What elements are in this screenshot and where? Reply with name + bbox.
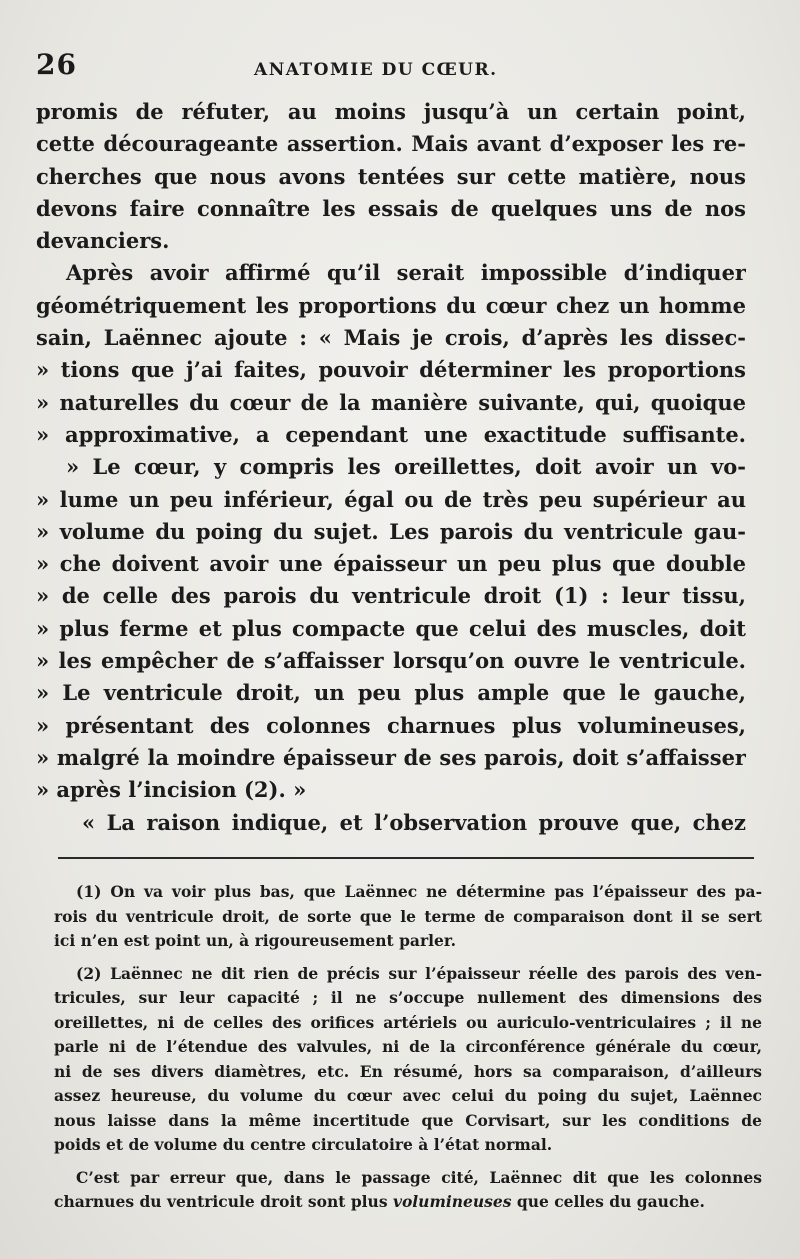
footnote-line: tricules, sur leur capacité ; il ne s’occupe nullement des dimensions des [54,988,762,1007]
page-number: 26 [36,48,77,81]
body-text [36,96,746,839]
text-line: » Le cœur, y compris les oreillettes, doit avoir un vo- [66,454,746,480]
text-line: devons faire connaître les essais de quelques uns de nos [36,195,746,221]
text-line: » après l’incision (2). » [36,777,307,803]
text-line: promis de réfuter, au moins jusqu’à un certain point, [36,99,746,124]
footnote-text: que celles du gauche. [511,1192,705,1211]
text-line: » volume du poing du sujet. Les parois du ventricule gau- [36,518,746,544]
page-header [36,48,760,88]
running-head: ANATOMIE DU CŒUR. [254,60,498,80]
footnote-line: assez heureuse, du volume du cœur avec celui du poing du sujet, Laënnec [54,1086,762,1105]
text-line: » che doivent avoir une épaisseur un peu plus que double [36,551,746,577]
footnote-line: (1) On va voir plus bas, que Laënnec ne détermine pas l’épaisseur des pa- [76,882,762,901]
text-line: cette décourageante assertion. Mais avant d’exposer les re- [36,131,746,157]
footnote-line: oreillettes, ni de celles des orifices artériels ou auriculo-ventriculaires ; il ne [54,1012,762,1032]
footnote-rule [58,857,754,859]
text-line: » Le ventricule droit, un peu plus ample que le gauche, [36,680,746,706]
text-line: cherches que nous avons tentées sur cette matière, nous [36,163,746,189]
text-line: » lume un peu inférieur, égal ou de très peu supérieur au [36,486,746,512]
footnote-line: C’est par erreur que, dans le passage cité, Laënnec dit que les colonnes [76,1167,762,1187]
text-line: devanciers. [36,228,170,254]
text-line: » les empêcher de s’affaisser lorsqu’on ouvre le ventricule. [36,648,746,674]
text-line: » approximative, a cependant une exactitude suffisante. [36,421,746,447]
text-line: » présentant des colonnes charnues plus volumineuses, [36,712,746,738]
footnote-text: charnues du ventricule droit sont plus [54,1192,393,1211]
text-line: » tions que j’ai faites, pouvoir déterminer les proportions [36,357,746,383]
footnote-line: nous laisse dans la même incertitude que Corvisart, sur les conditions de [54,1110,762,1130]
text-line: » naturelles du cœur de la manière suivante, qui, quoique [36,389,746,415]
text-line: » plus ferme et plus compacte que celui des muscles, doit [36,615,746,641]
footnote-italic-word: volumineuses [392,1192,512,1211]
footnote-line: ici n’en est point un, à rigoureusement parler. [54,931,457,950]
text-line: « La raison indique, et l’observation prouve que, chez [82,809,746,835]
text-line: géométriquement les proportions du cœur chez un homme [36,292,746,318]
text-line: » malgré la moindre épaisseur de ses parois, doit s’affaisser [36,744,746,770]
footnote-line: ni de ses divers diamètres, etc. En résumé, hors sa comparaison, d’ailleurs [54,1061,762,1081]
footnotes [54,880,762,1215]
text-line: » de celle des parois du ventricule droit (1) : leur tissu, [36,583,746,609]
footnote-2 [54,962,762,1158]
footnote-line: parle ni de l’étendue des valvules, ni de la circonférence générale du cœur, [54,1037,762,1056]
footnote-3 [54,1166,762,1215]
footnote-1 [54,880,762,954]
footnote-line: (2) Laënnec ne dit rien de précis sur l’épaisseur réelle des parois des ven- [76,963,762,983]
text-line: Après avoir affirmé qu’il serait impossible d’indiquer [66,260,746,286]
footnote-line: poids et de volume du centre circulatoire à l’état normal. [54,1135,553,1154]
text-line: sain, Laënnec ajoute : « Mais je crois, d’après les dissec- [36,325,746,351]
footnote-line: rois du ventricule droit, de sorte que le terme de comparaison dont il se sert [54,906,762,926]
footnote-line [54,1190,762,1215]
